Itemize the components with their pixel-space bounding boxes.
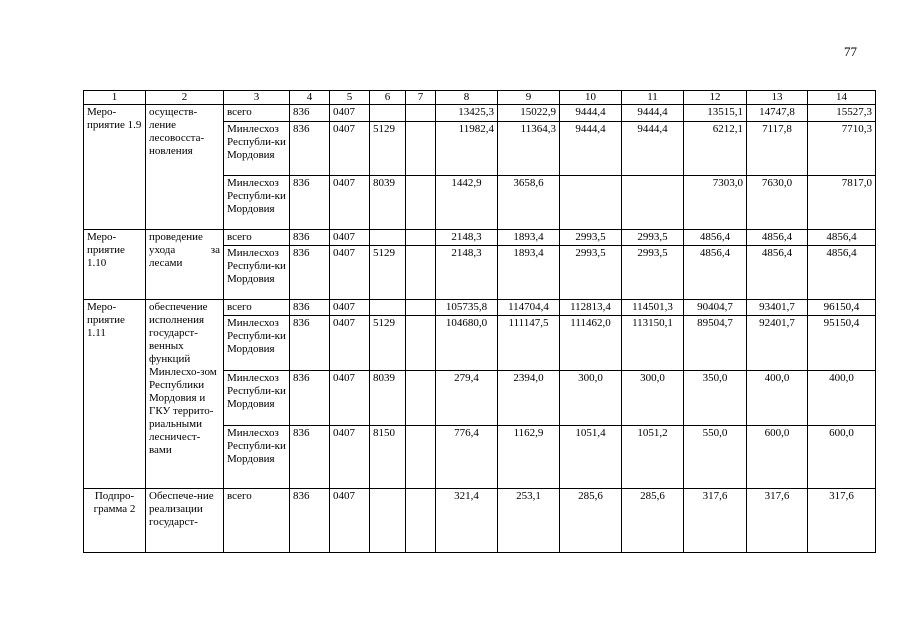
code-cell: 0407 xyxy=(330,230,370,246)
value-cell: 89504,7 xyxy=(684,316,747,371)
recipient-cell: всего xyxy=(224,105,290,122)
code-cell: 836 xyxy=(290,246,330,300)
value-cell: 1893,4 xyxy=(498,230,560,246)
value-cell: 321,4 xyxy=(436,489,498,553)
header-cell: 8 xyxy=(436,91,498,105)
value-cell: 9444,4 xyxy=(560,122,622,176)
activity-name-cell: Меро-приятие 1.11 xyxy=(84,300,146,489)
value-cell: 300,0 xyxy=(622,371,684,426)
value-cell: 279,4 xyxy=(436,371,498,426)
value-cell: 4856,4 xyxy=(684,230,747,246)
recipient-cell: Минлесхоз Республи-ки Мордовия xyxy=(224,246,290,300)
value-cell: 7303,0 xyxy=(684,176,747,230)
activity-description-cell: Обеспече-ние реализации государст- xyxy=(146,489,224,553)
value-cell: 317,6 xyxy=(684,489,747,553)
value-cell: 300,0 xyxy=(560,371,622,426)
code-cell xyxy=(370,230,406,246)
value-cell: 11982,4 xyxy=(436,122,498,176)
page-number: 77 xyxy=(844,44,857,59)
value-cell: 400,0 xyxy=(747,371,808,426)
value-cell: 104680,0 xyxy=(436,316,498,371)
value-cell: 7817,0 xyxy=(808,176,876,230)
code-cell xyxy=(406,316,436,371)
code-cell: 5129 xyxy=(370,246,406,300)
table-row xyxy=(84,230,876,246)
value-cell: 112813,4 xyxy=(560,300,622,316)
header-cell: 3 xyxy=(224,91,290,105)
code-cell: 0407 xyxy=(330,300,370,316)
header-cell: 12 xyxy=(684,91,747,105)
budget-table xyxy=(83,90,876,553)
table-row xyxy=(84,300,876,316)
value-cell: 105735,8 xyxy=(436,300,498,316)
value-cell: 1442,9 xyxy=(436,176,498,230)
value-cell: 600,0 xyxy=(747,426,808,489)
recipient-cell: всего xyxy=(224,489,290,553)
table-header-row xyxy=(84,91,876,105)
header-cell: 14 xyxy=(808,91,876,105)
value-cell: 285,6 xyxy=(560,489,622,553)
value-cell: 1162,9 xyxy=(498,426,560,489)
value-cell: 11364,3 xyxy=(498,122,560,176)
value-cell xyxy=(560,176,622,230)
value-cell: 7710,3 xyxy=(808,122,876,176)
value-cell: 93401,7 xyxy=(747,300,808,316)
code-cell: 836 xyxy=(290,316,330,371)
value-cell: 285,6 xyxy=(622,489,684,553)
value-cell: 600,0 xyxy=(808,426,876,489)
recipient-cell: Минлесхоз Республи-ки Мордовия xyxy=(224,371,290,426)
code-cell: 0407 xyxy=(330,316,370,371)
recipient-cell: Минлесхоз Республи-ки Мордовия xyxy=(224,426,290,489)
code-cell xyxy=(406,246,436,300)
value-cell: 13515,1 xyxy=(684,105,747,122)
code-cell xyxy=(406,176,436,230)
header-cell: 13 xyxy=(747,91,808,105)
code-cell: 5129 xyxy=(370,122,406,176)
code-cell xyxy=(406,122,436,176)
value-cell: 7117,8 xyxy=(747,122,808,176)
value-cell: 253,1 xyxy=(498,489,560,553)
value-cell: 114501,3 xyxy=(622,300,684,316)
recipient-cell: Минлесхоз Республи-ки Мордовия xyxy=(224,122,290,176)
value-cell: 6212,1 xyxy=(684,122,747,176)
code-cell: 836 xyxy=(290,105,330,122)
value-cell: 2993,5 xyxy=(560,230,622,246)
value-cell: 4856,4 xyxy=(808,230,876,246)
code-cell: 8039 xyxy=(370,371,406,426)
header-cell: 1 xyxy=(84,91,146,105)
value-cell: 2993,5 xyxy=(560,246,622,300)
code-cell: 836 xyxy=(290,371,330,426)
code-cell: 0407 xyxy=(330,122,370,176)
value-cell: 550,0 xyxy=(684,426,747,489)
table-row xyxy=(84,105,876,122)
code-cell: 0407 xyxy=(330,105,370,122)
value-cell: 317,6 xyxy=(808,489,876,553)
value-cell: 9444,4 xyxy=(622,122,684,176)
activity-description-cell: проведение ухода за лесами xyxy=(146,230,224,300)
code-cell: 0407 xyxy=(330,371,370,426)
code-cell xyxy=(406,230,436,246)
value-cell: 4856,4 xyxy=(808,246,876,300)
code-cell xyxy=(370,489,406,553)
value-cell xyxy=(622,176,684,230)
value-cell: 7630,0 xyxy=(747,176,808,230)
code-cell xyxy=(406,300,436,316)
code-cell xyxy=(406,489,436,553)
code-cell: 0407 xyxy=(330,489,370,553)
value-cell: 9444,4 xyxy=(622,105,684,122)
code-cell: 836 xyxy=(290,300,330,316)
value-cell: 2148,3 xyxy=(436,230,498,246)
value-cell: 2394,0 xyxy=(498,371,560,426)
value-cell: 111462,0 xyxy=(560,316,622,371)
recipient-cell: Минлесхоз Республи-ки Мордовия xyxy=(224,176,290,230)
value-cell: 3658,6 xyxy=(498,176,560,230)
code-cell: 8039 xyxy=(370,176,406,230)
table-row xyxy=(84,489,876,553)
value-cell: 2993,5 xyxy=(622,230,684,246)
header-cell: 7 xyxy=(406,91,436,105)
header-cell: 2 xyxy=(146,91,224,105)
activity-name-cell: Подпро-грамма 2 xyxy=(84,489,146,553)
header-cell: 6 xyxy=(370,91,406,105)
value-cell: 350,0 xyxy=(684,371,747,426)
value-cell: 13425,3 xyxy=(436,105,498,122)
header-cell: 11 xyxy=(622,91,684,105)
code-cell: 0407 xyxy=(330,176,370,230)
value-cell: 15527,3 xyxy=(808,105,876,122)
value-cell: 96150,4 xyxy=(808,300,876,316)
code-cell: 5129 xyxy=(370,316,406,371)
header-cell: 5 xyxy=(330,91,370,105)
activity-name-cell: Меро-приятие 1.9 xyxy=(84,105,146,230)
value-cell: 4856,4 xyxy=(747,230,808,246)
value-cell: 90404,7 xyxy=(684,300,747,316)
value-cell: 15022,9 xyxy=(498,105,560,122)
value-cell: 2993,5 xyxy=(622,246,684,300)
value-cell: 95150,4 xyxy=(808,316,876,371)
code-cell: 836 xyxy=(290,230,330,246)
recipient-cell: Минлесхоз Республи-ки Мордовия xyxy=(224,316,290,371)
code-cell: 0407 xyxy=(330,426,370,489)
code-cell: 836 xyxy=(290,426,330,489)
recipient-cell: всего xyxy=(224,230,290,246)
code-cell: 836 xyxy=(290,122,330,176)
code-cell xyxy=(370,300,406,316)
code-cell xyxy=(370,105,406,122)
value-cell: 317,6 xyxy=(747,489,808,553)
activity-description-cell: осуществ-ление лесовосста-новления xyxy=(146,105,224,230)
code-cell xyxy=(406,371,436,426)
value-cell: 2148,3 xyxy=(436,246,498,300)
value-cell: 1051,2 xyxy=(622,426,684,489)
value-cell: 113150,1 xyxy=(622,316,684,371)
code-cell xyxy=(406,426,436,489)
value-cell: 111147,5 xyxy=(498,316,560,371)
value-cell: 14747,8 xyxy=(747,105,808,122)
code-cell: 836 xyxy=(290,176,330,230)
header-cell: 9 xyxy=(498,91,560,105)
activity-name-cell: Меро-приятие 1.10 xyxy=(84,230,146,300)
recipient-cell: всего xyxy=(224,300,290,316)
code-cell: 836 xyxy=(290,489,330,553)
value-cell: 776,4 xyxy=(436,426,498,489)
value-cell: 4856,4 xyxy=(747,246,808,300)
activity-description-cell: обеспечение исполнения государст-венных функций Минлесхо-зом Республики Мордовия и ГКУ террито-риальными лесничест-вами xyxy=(146,300,224,489)
value-cell: 92401,7 xyxy=(747,316,808,371)
value-cell: 114704,4 xyxy=(498,300,560,316)
code-cell xyxy=(406,105,436,122)
value-cell: 400,0 xyxy=(808,371,876,426)
value-cell: 9444,4 xyxy=(560,105,622,122)
header-cell: 4 xyxy=(290,91,330,105)
value-cell: 1051,4 xyxy=(560,426,622,489)
header-cell: 10 xyxy=(560,91,622,105)
code-cell: 8150 xyxy=(370,426,406,489)
code-cell: 0407 xyxy=(330,246,370,300)
value-cell: 4856,4 xyxy=(684,246,747,300)
value-cell: 1893,4 xyxy=(498,246,560,300)
